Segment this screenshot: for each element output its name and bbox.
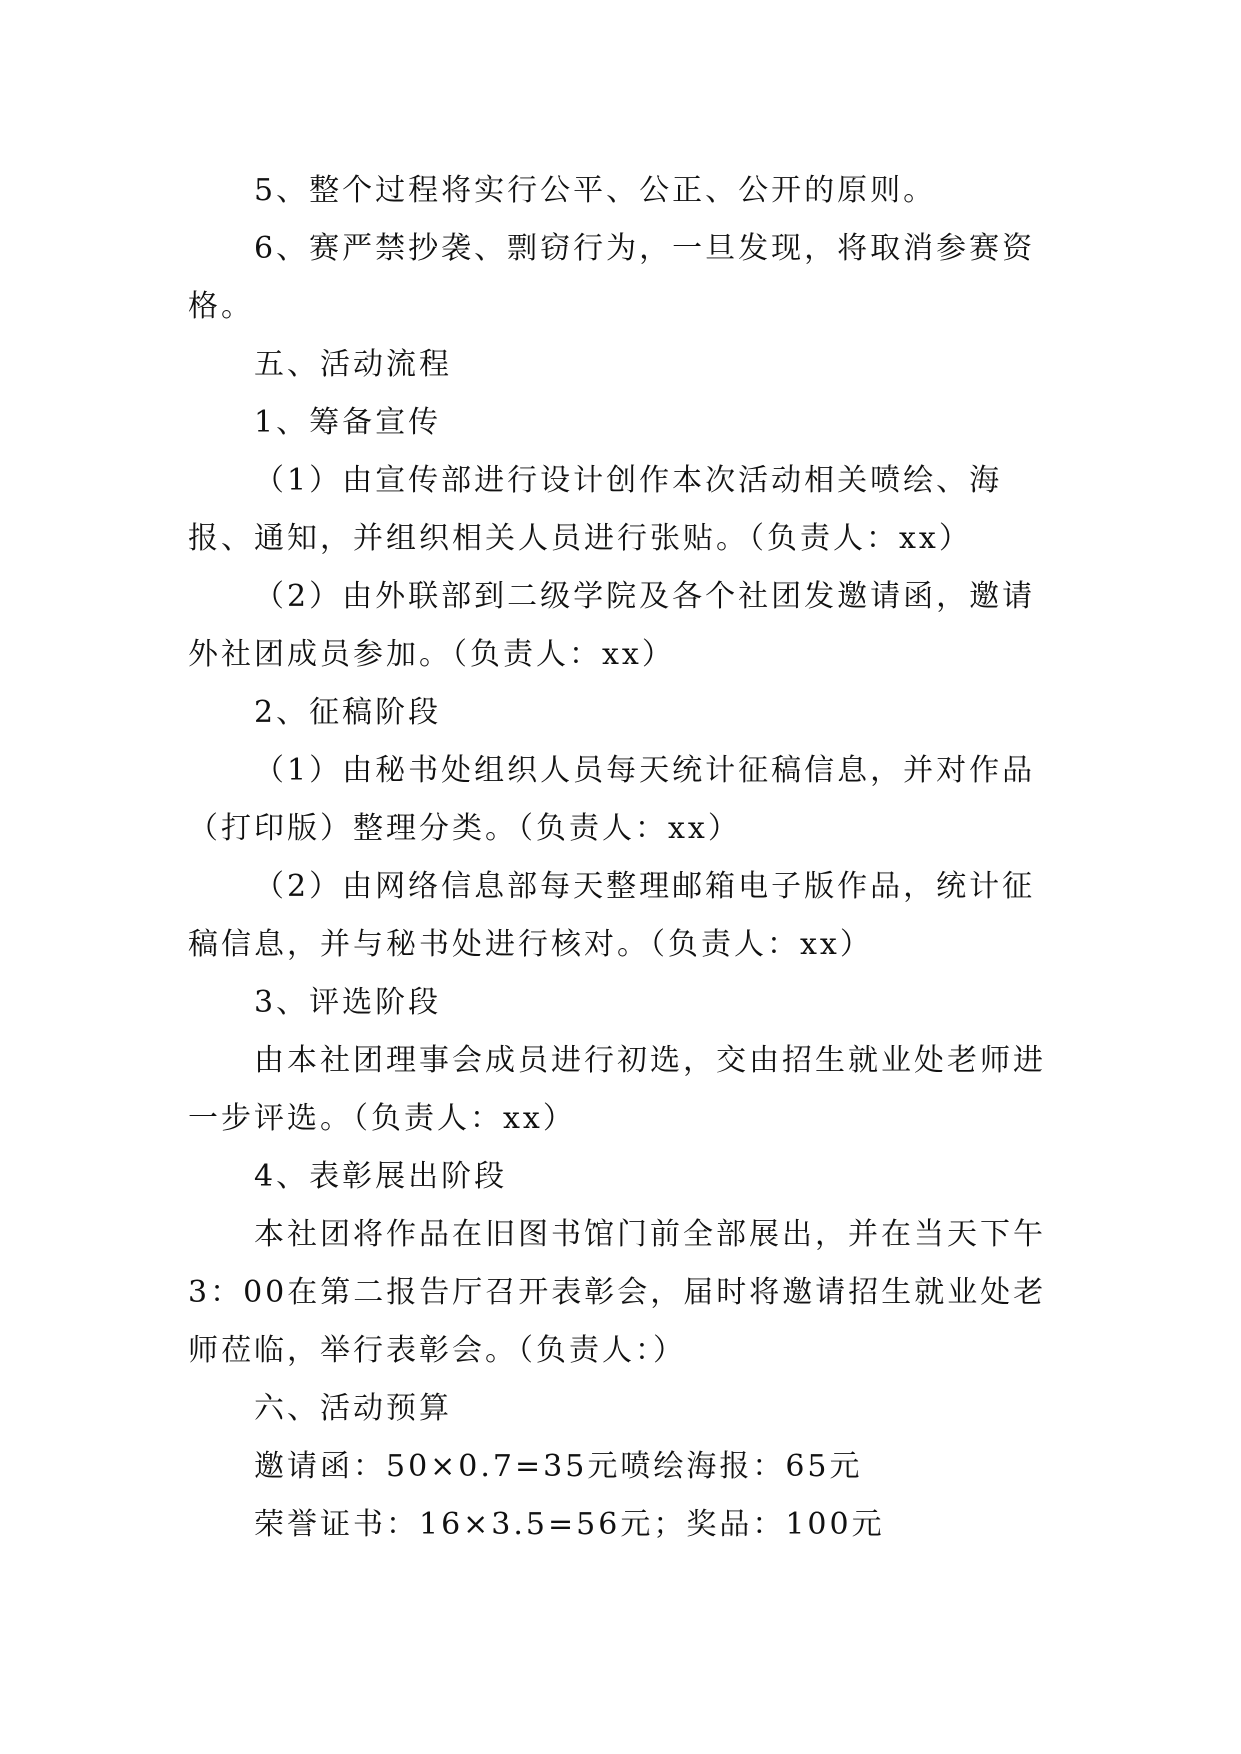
section-heading-budget: 六、活动预算 xyxy=(254,1391,452,1426)
paragraph-submission-2: （2）由网络信息部每天整理邮箱电子版作品，统计征稿信息，并与秘书处进行核对。（负责人：xx） xyxy=(188,869,1036,962)
subheading-preparation: 1、筹备宣传 xyxy=(254,405,442,440)
budget-line-2: 荣誉证书：16×3.5=56元；奖品：100元 xyxy=(254,1507,885,1542)
subheading-award-exhibition: 4、表彰展出阶段 xyxy=(254,1159,508,1194)
paragraph-preparation-1: （1）由宣传部进行设计创作本次活动相关喷绘、海报、通知，并组织相关人员进行张贴。（负责人：xx） xyxy=(188,463,1003,556)
paragraph-submission-1: （1）由秘书处组织人员每天统计征稿信息，并对作品（打印版）整理分类。（负责人：xx） xyxy=(188,753,1036,846)
subheading-submission: 2、征稿阶段 xyxy=(254,695,442,730)
subheading-selection: 3、评选阶段 xyxy=(254,985,442,1020)
paragraph-preparation-2: （2）由外联部到二级学院及各个社团发邀请函，邀请外社团成员参加。（负责人：xx） xyxy=(188,579,1036,672)
section-heading-activity-process: 五、活动流程 xyxy=(254,347,452,382)
paragraph-rule-6: 6、赛严禁抄袭、剽窃行为，一旦发现，将取消参赛资格。 xyxy=(188,231,1036,324)
paragraph-award-exhibition: 本社团将作品在旧图书馆门前全部展出，并在当天下午3：00在第二报告厅召开表彰会，届时将邀请招生就业处老师莅临，举行表彰会。（负责人：） xyxy=(188,1217,1047,1368)
paragraph-selection: 由本社团理事会成员进行初选，交由招生就业处老师进一步评选。（负责人：xx） xyxy=(188,1043,1046,1136)
paragraph-rule-5: 5、整个过程将实行公平、公正、公开的原则。 xyxy=(254,173,937,208)
document-body xyxy=(188,162,1058,1554)
budget-line-1: 邀请函：50×0.7=35元喷绘海报：65元 xyxy=(254,1449,863,1484)
